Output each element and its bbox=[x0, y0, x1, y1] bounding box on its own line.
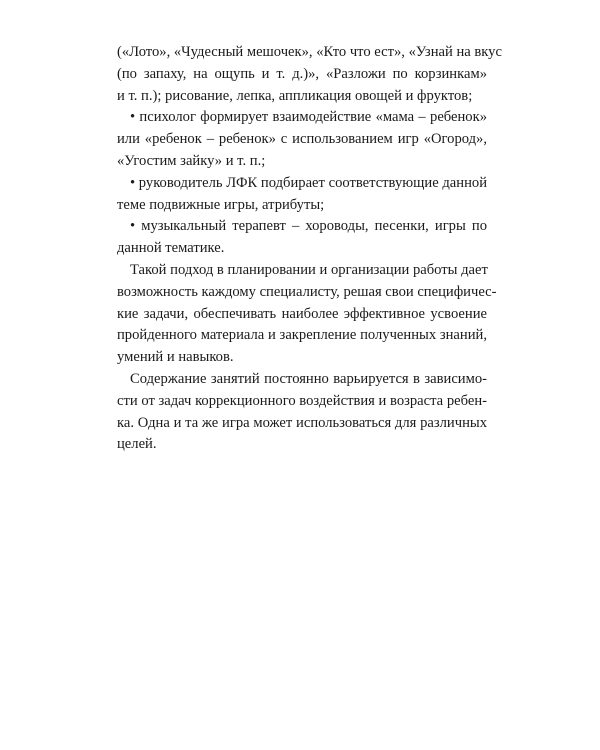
text-line: Содержание занятий постоянно варьируется в зависимо- bbox=[130, 370, 487, 387]
text-line: теме подвижные игры, атрибуты; bbox=[117, 196, 325, 213]
bullet-music-therapist bbox=[117, 216, 487, 260]
text-line: ка. Одна и та же игра может использоваться для различных bbox=[117, 414, 487, 431]
body-text bbox=[117, 42, 502, 456]
text-line: умений и навыков. bbox=[117, 349, 234, 366]
bullet-psychologist bbox=[117, 107, 487, 172]
text-line: возможность каждому специалисту, решая свои специфичес- bbox=[117, 283, 497, 300]
text-line: кие задачи, обеспечивать наиболее эффективное усвоение bbox=[117, 305, 487, 322]
text-line: пройденного материала и закрепление полученных знаний, bbox=[117, 327, 487, 344]
text-line: («Лото», «Чудесный мешочек», «Кто что ест», «Узнай на вкус bbox=[117, 44, 502, 60]
text-line: целей. bbox=[117, 436, 157, 453]
text-line: данной тематике. bbox=[117, 240, 225, 257]
text-line: • музыкальный терапевт – хороводы, песенки, игры по bbox=[130, 218, 487, 235]
bullet-lfk-leader bbox=[117, 173, 487, 217]
paragraph-approach bbox=[117, 260, 497, 369]
text-line: Такой подход в планировании и организации работы дает bbox=[130, 261, 488, 278]
paragraph-continuation bbox=[117, 42, 502, 107]
paragraph-content bbox=[117, 369, 487, 456]
text-line: «Угостим зайку» и т. п.; bbox=[117, 152, 266, 169]
text-line: сти от задач коррекционного воздействия и возраста ребен- bbox=[117, 392, 487, 409]
text-line: • руководитель ЛФК подбирает соответствующие данной bbox=[130, 174, 487, 191]
text-line: и т. п.); рисование, лепка, аппликация овощей и фруктов; bbox=[117, 87, 473, 104]
text-line: • психолог формирует взаимодействие «мама – ребенок» bbox=[130, 109, 487, 126]
text-line: или «ребенок – ребенок» с использованием игр «Огород», bbox=[117, 131, 487, 148]
text-line: (по запаху, на ощупь и т. д.)», «Разложи по корзинкам» bbox=[117, 65, 487, 82]
